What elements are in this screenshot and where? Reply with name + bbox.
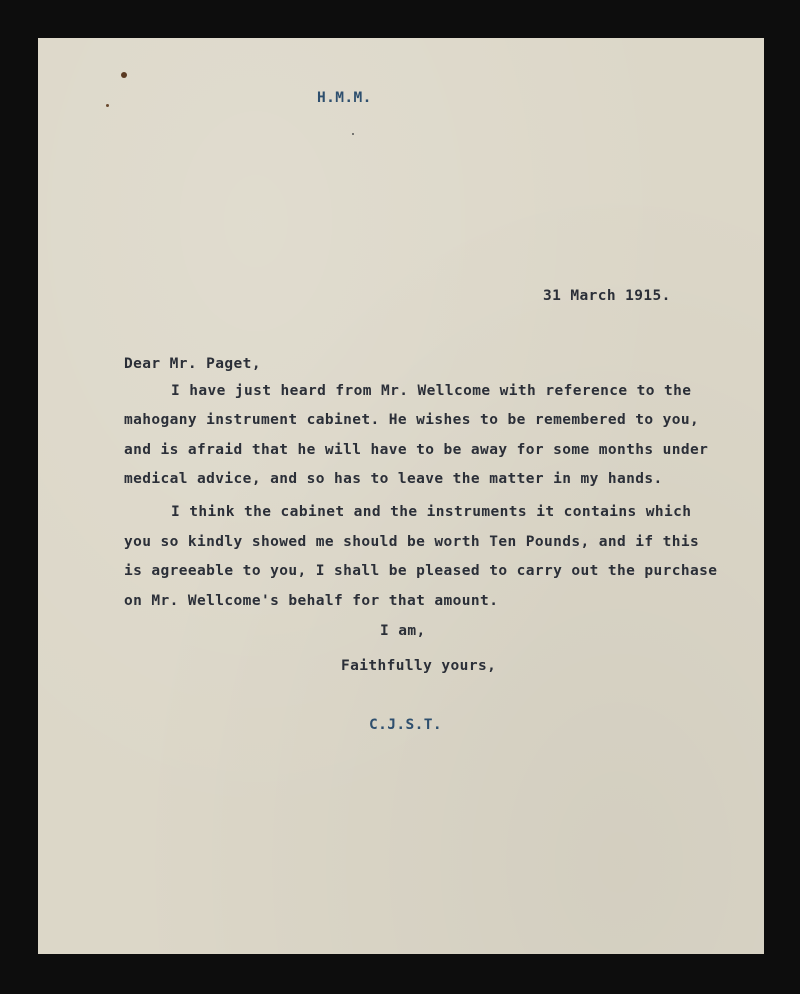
header-initials: H.M.M.	[317, 90, 372, 106]
signature-initials: C.J.S.T.	[369, 717, 443, 733]
salutation: Dear Mr. Paget,	[124, 356, 261, 372]
body-line: medical advice, and so has to leave the matter in my hands.	[124, 471, 663, 487]
body-line: I think the cabinet and the instruments it contains which	[171, 504, 692, 520]
body-line: you so kindly showed me should be worth Ten Pounds, and if this	[124, 534, 700, 550]
closing-valediction: Faithfully yours,	[341, 658, 497, 674]
ink-spot	[121, 72, 127, 78]
body-line: is agreeable to you, I shall be pleased to carry out the purchase	[124, 563, 718, 579]
body-line: mahogany instrument cabinet. He wishes to be remembered to you,	[124, 412, 700, 428]
body-line: and is afraid that he will have to be away for some months under	[124, 442, 709, 458]
ink-dot	[352, 133, 354, 135]
body-line: I have just heard from Mr. Wellcome with reference to the	[171, 383, 692, 399]
body-line: on Mr. Wellcome's behalf for that amount.	[124, 593, 499, 609]
closing-line: I am,	[380, 623, 426, 639]
ink-spot	[106, 104, 109, 107]
letter-page	[38, 38, 764, 954]
letter-date: 31 March 1915.	[543, 288, 671, 304]
